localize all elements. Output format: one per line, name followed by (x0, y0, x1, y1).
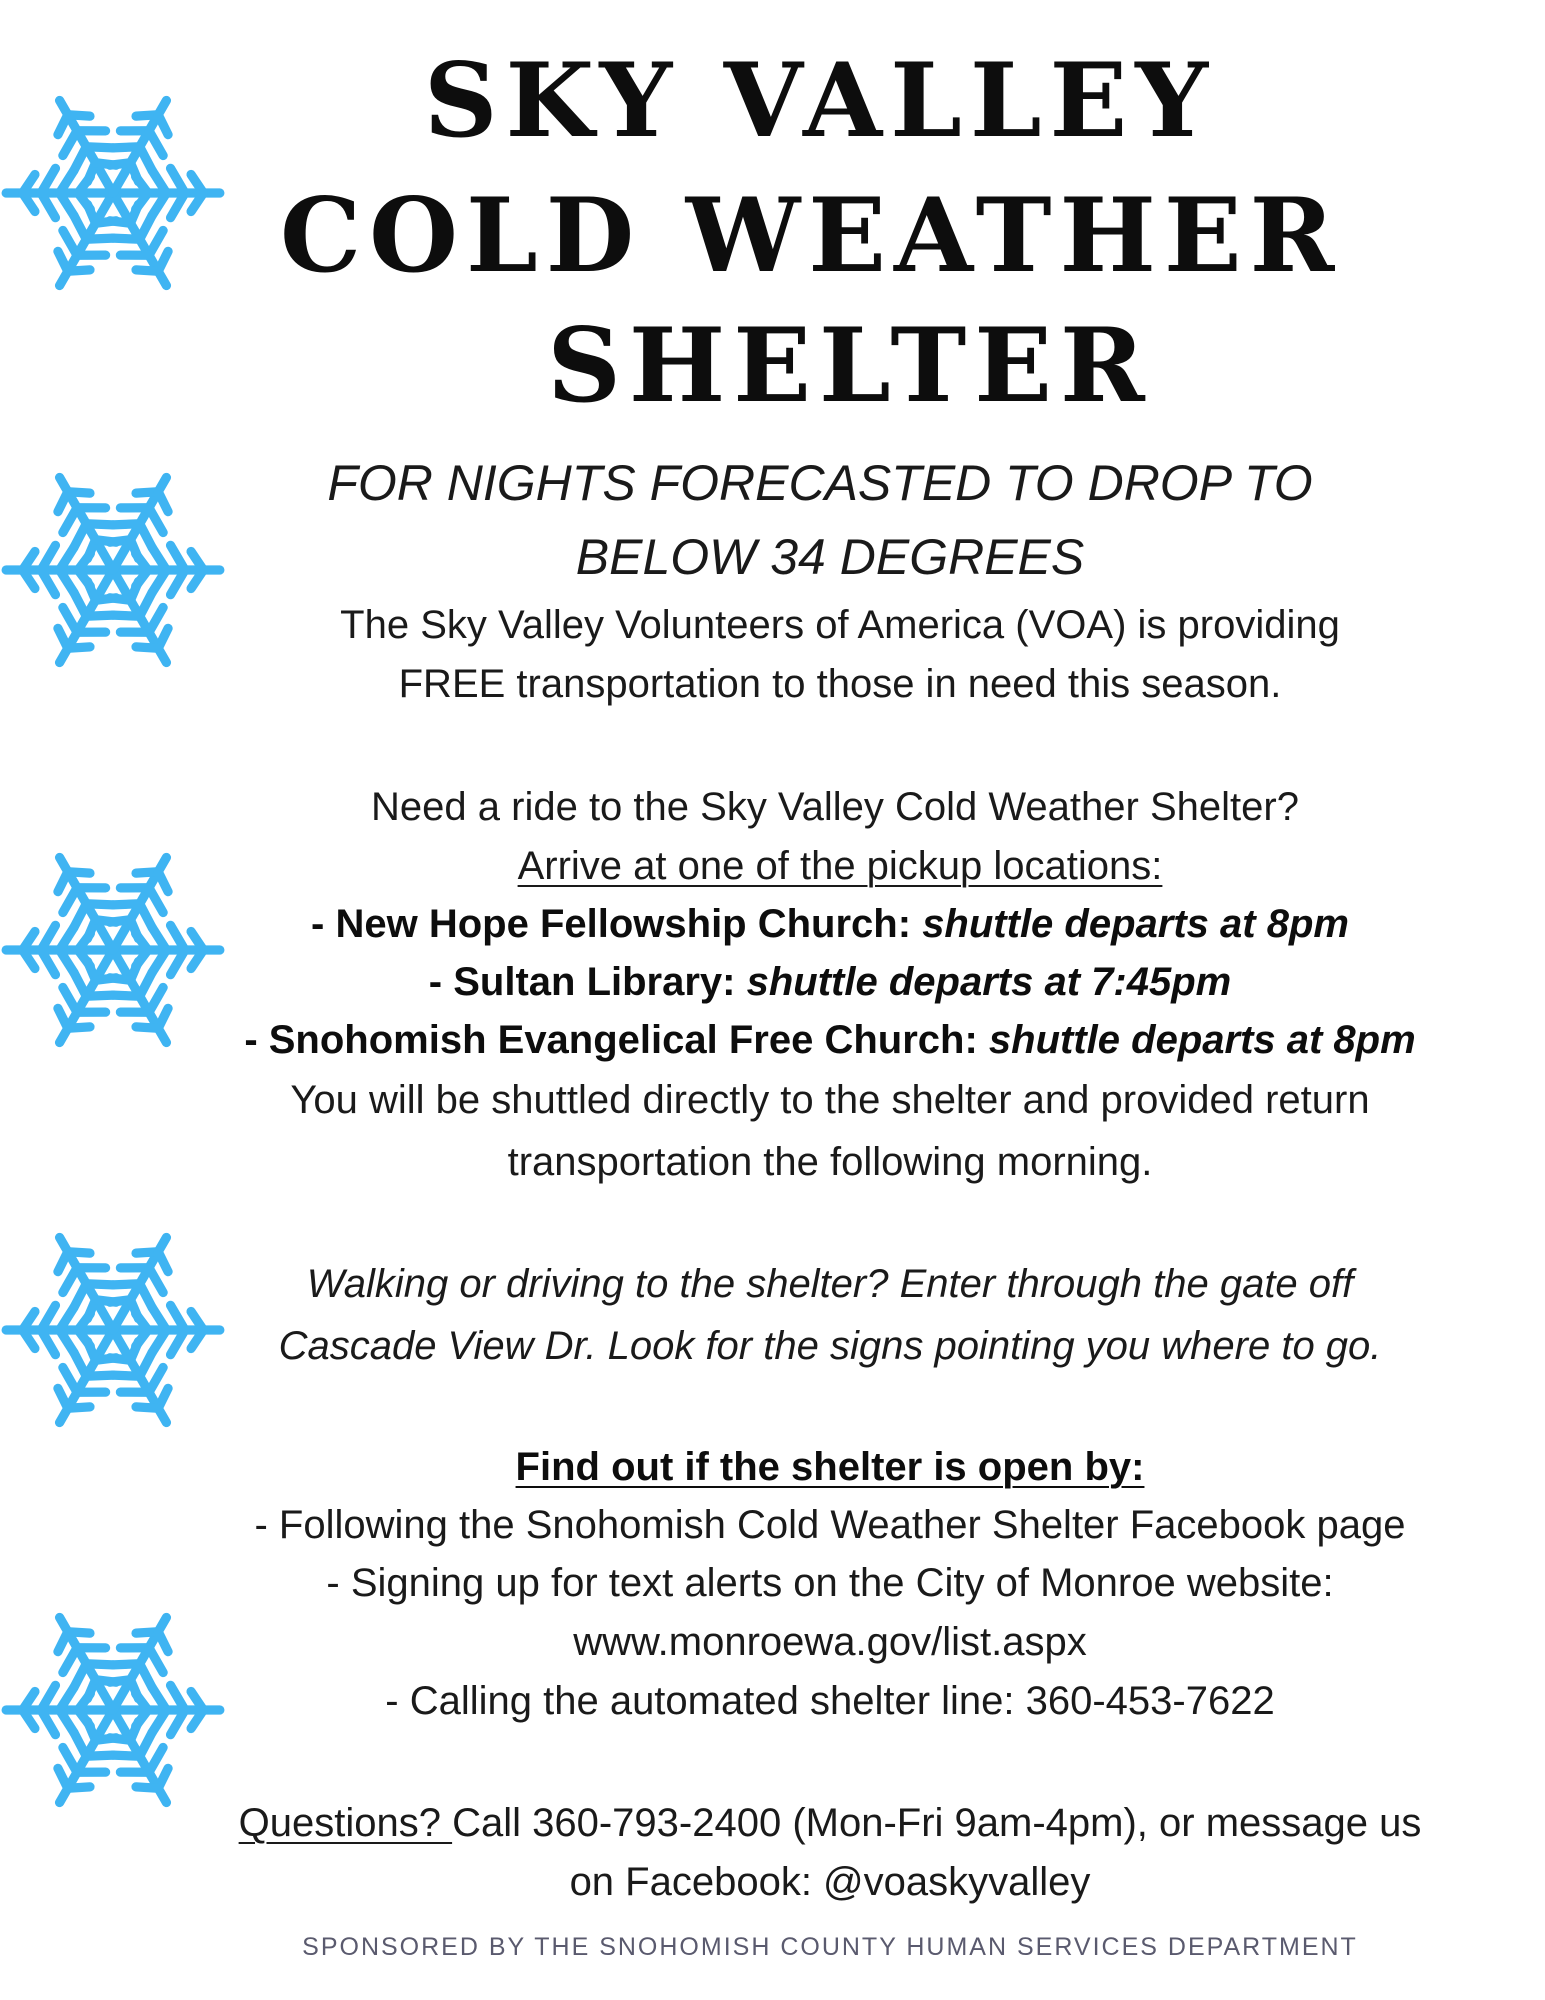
subtitle-line-1: FOR NIGHTS FORECASTED TO DROP TO (327, 455, 1313, 511)
walking-line-2: Cascade View Dr. Look for the signs pointing you where to go. (278, 1324, 1382, 1368)
return-line-1: You will be shuttled directly to the shelter and provided return (290, 1078, 1370, 1122)
page-title-line-3: SHELTER (547, 306, 1153, 426)
ride-arrive-text: Arrive at one of the pickup locations: (517, 844, 1163, 888)
return-line-2: transportation the following morning. (507, 1140, 1153, 1184)
subtitle-line-2: BELOW 34 DEGREES (575, 529, 1085, 585)
questions-label: Questions? (238, 1801, 453, 1845)
findout-item: - Signing up for text alerts on the City of Monroe website: (326, 1561, 1334, 1605)
findout-heading (180, 1447, 1480, 1487)
findout-item: - Following the Snohomish Cold Weather Shelter Facebook page (254, 1503, 1406, 1547)
pickup-location-time: shuttle departs at 8pm (988, 1018, 1416, 1062)
findout-item: - Calling the automated shelter line: 360-453-7622 (385, 1679, 1275, 1723)
pickup-location (180, 962, 1480, 1002)
questions-contact: Call 360-793-2400 (Mon-Fri 9am-4pm), or message us (452, 1801, 1422, 1845)
findout-heading-text: Find out if the shelter is open by: (515, 1445, 1145, 1489)
pickup-location-name: - New Hope Fellowship Church: (311, 902, 912, 946)
pickup-location (180, 904, 1480, 944)
questions-line-1 (180, 1803, 1480, 1843)
ride-arrive-heading (190, 846, 1490, 886)
page-title-line-1: SKY VALLEY (423, 41, 1217, 161)
snowflake-icon (0, 88, 226, 298)
intro-line-1: The Sky Valley Volunteers of America (VOA) is providing (340, 603, 1340, 647)
ride-question: Need a ride to the Sky Valley Cold Weather Shelter? (371, 785, 1299, 829)
walking-line-1: Walking or driving to the shelter? Enter through the gate off (306, 1262, 1354, 1306)
questions-line-2: on Facebook: @voaskyvalley (569, 1860, 1091, 1904)
snowflake-icon-graphic (0, 88, 226, 298)
pickup-location-time: shuttle departs at 7:45pm (746, 960, 1232, 1004)
pickup-location (180, 1020, 1480, 1060)
monroe-website-link[interactable]: www.monroewa.gov/list.aspx (573, 1620, 1087, 1664)
pickup-location-time: shuttle departs at 8pm (922, 902, 1349, 946)
intro-line-2: FREE transportation to those in need this season. (398, 662, 1282, 706)
page-title-line-2: COLD WEATHER (280, 176, 1343, 296)
pickup-location-name: - Sultan Library: (428, 960, 736, 1004)
sponsor-footer: SPONSORED BY THE SNOHOMISH COUNTY HUMAN SERVICES DEPARTMENT (302, 1933, 1358, 1961)
pickup-location-name: - Snohomish Evangelical Free Church: (244, 1018, 978, 1062)
